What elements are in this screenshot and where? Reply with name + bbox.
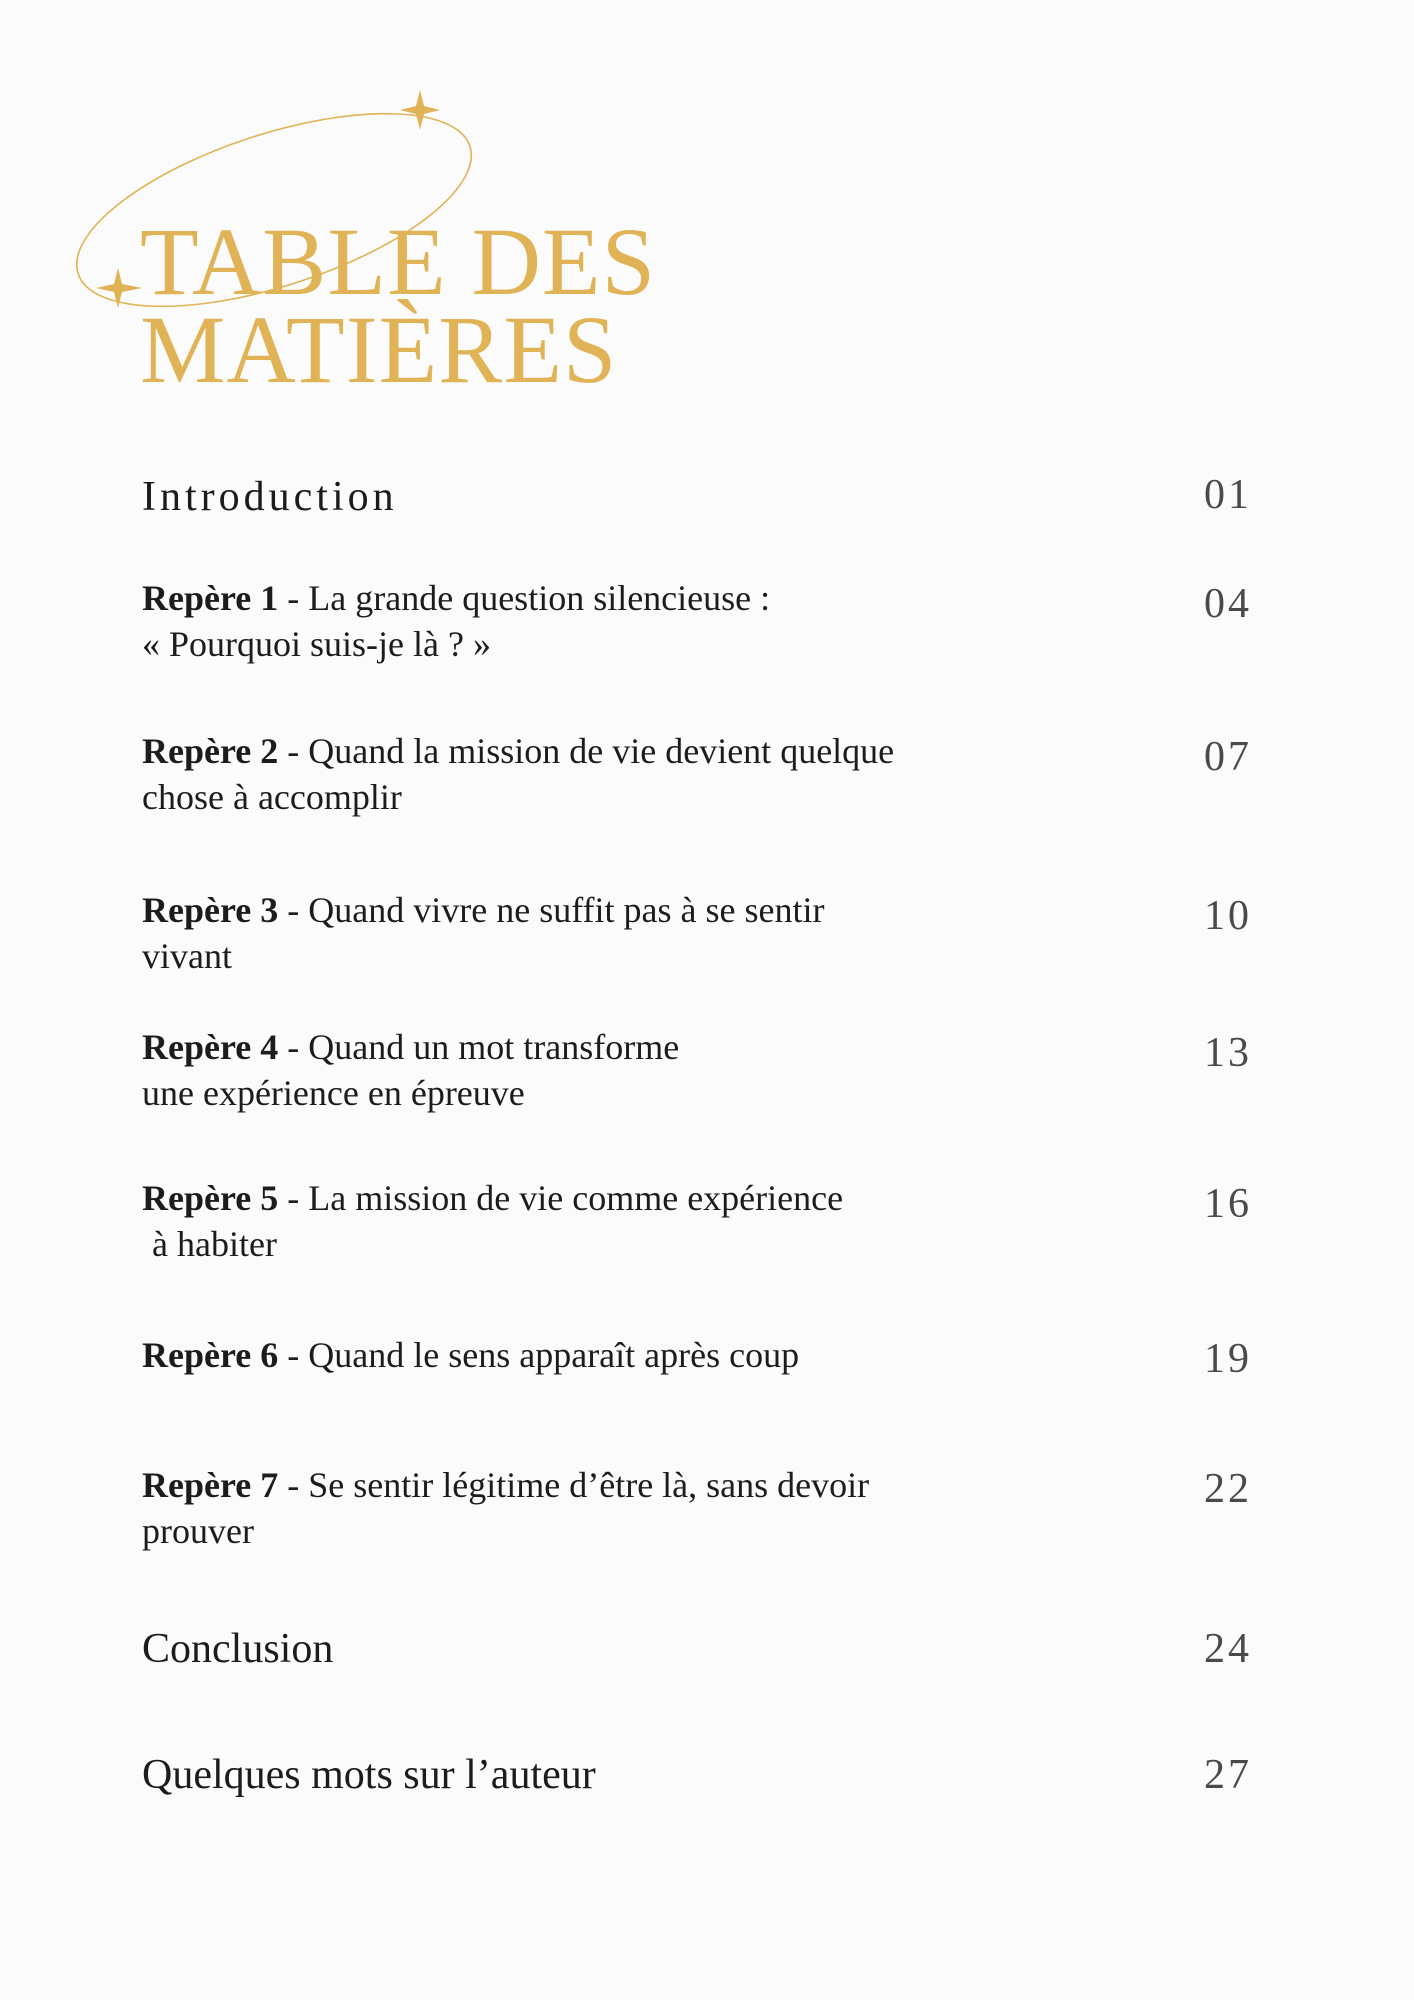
toc-entry-number: Repère 5 <box>142 1178 279 1218</box>
toc-entry-label: Repère 3 - Quand vivre ne suffit pas à se sentir vivant <box>142 890 825 976</box>
title-line-2: MATIÈRES <box>140 296 618 403</box>
toc-entry-label: Repère 6 - Quand le sens apparaît après coup <box>142 1335 800 1375</box>
toc-entry-label: Conclusion <box>142 1626 334 1672</box>
toc-page-number: 04 <box>1204 581 1252 627</box>
toc-entry-number: Repère 6 <box>142 1335 279 1375</box>
toc-page-number: 24 <box>1204 1626 1252 1672</box>
toc-entry-label: Introduction <box>142 474 398 520</box>
toc-page-number: 01 <box>1204 472 1252 518</box>
title-line-1: TABLE DES <box>140 208 656 315</box>
sparkle-icon <box>96 268 142 308</box>
page-title <box>140 208 656 403</box>
toc-page-number: 16 <box>1204 1181 1252 1227</box>
toc-page-number: 22 <box>1204 1466 1252 1512</box>
toc-page-number: 07 <box>1204 734 1252 780</box>
toc-entry-label: Repère 4 - Quand un mot transforme une expérience en épreuve <box>142 1027 680 1113</box>
toc-entry-number: Repère 4 <box>142 1027 279 1067</box>
sparkle-icon <box>400 90 440 130</box>
toc-entry-label: Repère 5 - La mission de vie comme expérience à habiter <box>142 1178 844 1264</box>
toc-entry-label: Repère 7 - Se sentir légitime d’être là, sans devoir prouver <box>142 1465 870 1551</box>
toc-page-number: 10 <box>1204 893 1252 939</box>
toc-page-number: 13 <box>1204 1030 1252 1076</box>
toc-entry-number: Repère 1 <box>142 578 279 618</box>
toc-entry-label: Repère 2 - Quand la mission de vie devient quelque chose à accomplir <box>142 731 895 817</box>
toc-entry-label: Quelques mots sur l’auteur <box>142 1752 596 1798</box>
toc-page-number: 19 <box>1204 1336 1252 1382</box>
toc-entry-label: Repère 1 - La grande question silencieuse : « Pourquoi suis-je là ? » <box>142 578 771 664</box>
toc-page-number: 27 <box>1204 1752 1252 1798</box>
toc-entry-number: Repère 2 <box>142 731 279 771</box>
toc-entry-number: Repère 3 <box>142 890 279 930</box>
toc-entry-number: Repère 7 <box>142 1465 279 1505</box>
